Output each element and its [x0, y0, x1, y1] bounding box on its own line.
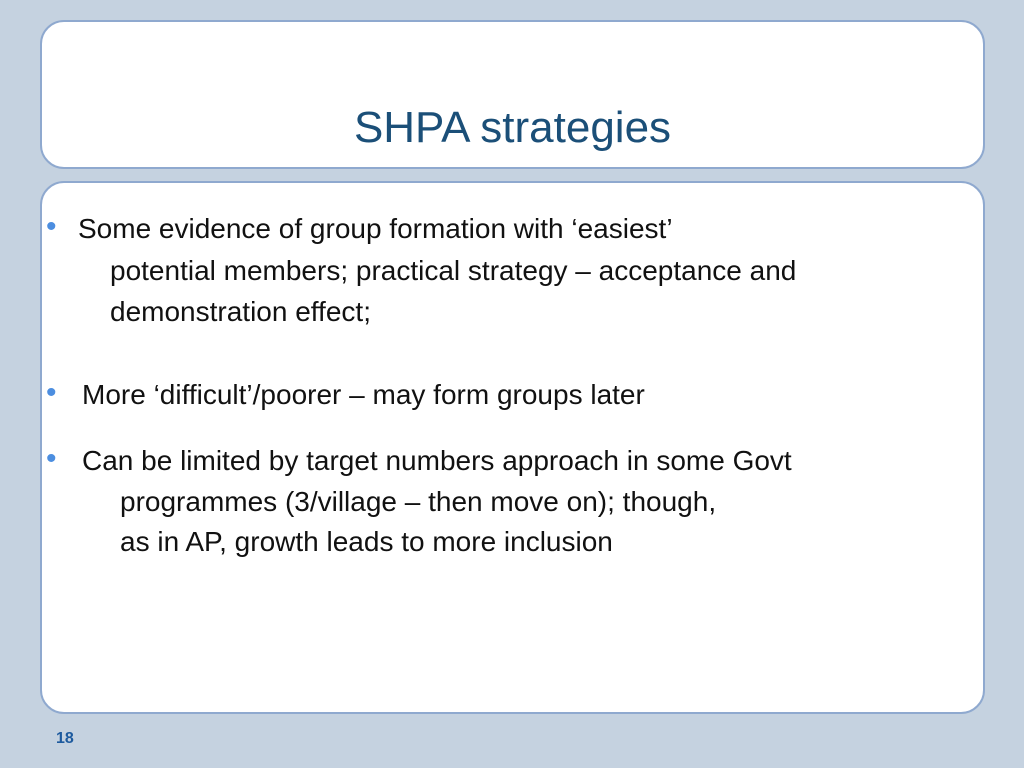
slide: SHPA strategies • Some evidence of group formation with ‘easiest’ potential members; practical strategy – acceptance and demonstration effect; • More ‘difficult’/poorer – may form groups later • Can be limited by target numbers approach in some Govt programmes (3/village – then move on); though, as in AP, growth leads to more inclusion 18 [0, 0, 1024, 768]
bullet-line: Some evidence of group formation with ‘easiest’ [78, 213, 673, 244]
bullet-line: potential members; practical strategy – acceptance and [110, 255, 797, 286]
bullet-line: More ‘difficult’/poorer – may form groups later [82, 379, 645, 410]
title-panel [40, 20, 985, 169]
bullet-line: programmes (3/village – then move on); though, [120, 486, 717, 517]
bullet-line: as in AP, growth leads to more inclusion [120, 526, 613, 557]
bullet-line: demonstration effect; [110, 296, 371, 327]
page-number: 18 [56, 730, 74, 747]
slide-title: SHPA strategies [353, 103, 672, 152]
bullet-line: Can be limited by target numbers approach in some Govt [82, 445, 792, 476]
